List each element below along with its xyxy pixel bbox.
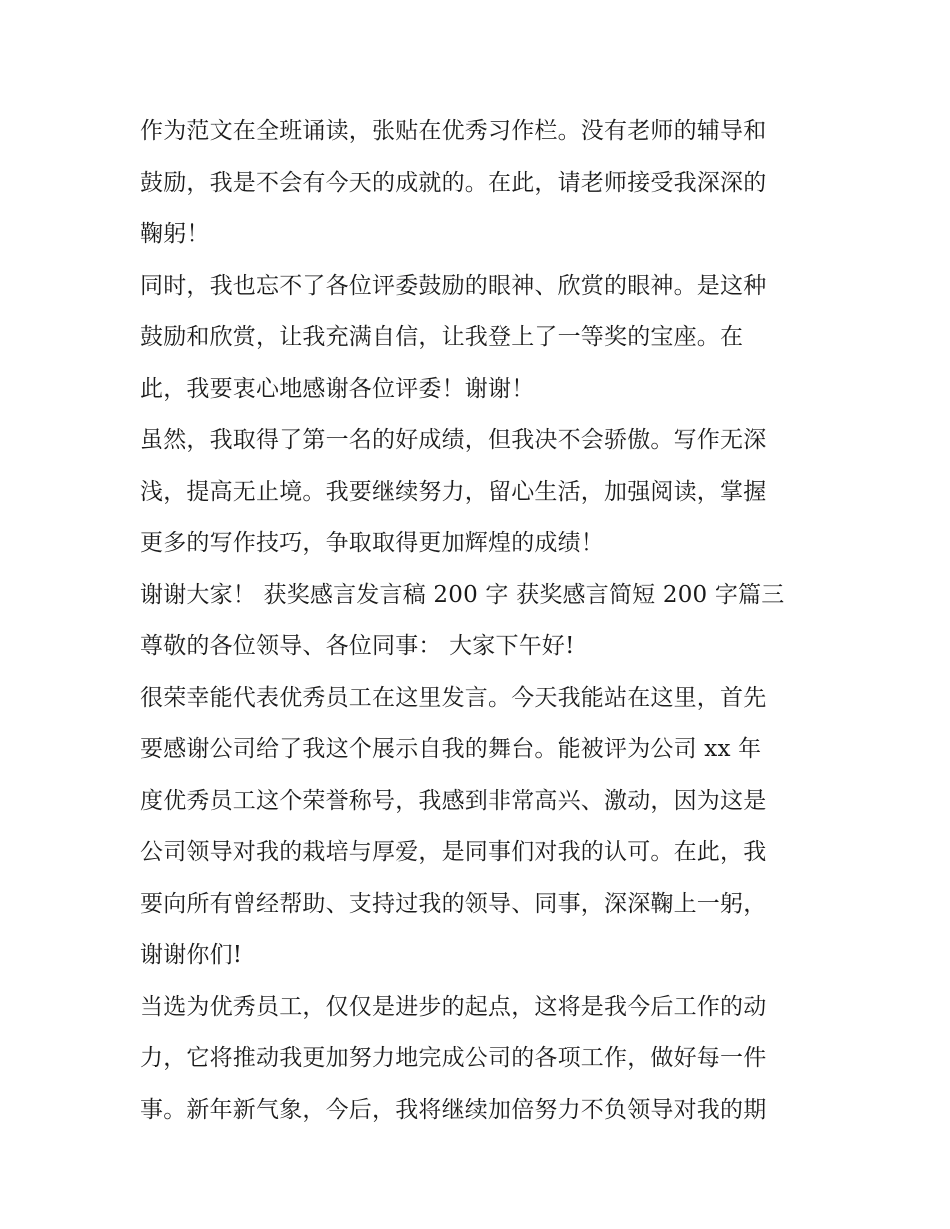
text-line: 要向所有曾经帮助、支持过我的领导、同事，深深鞠上一躬，: [140, 890, 767, 917]
text-line: 鞠躬！: [140, 221, 210, 247]
text-line: 作为范文在全班诵读，张贴在优秀习作栏。没有老师的辅导和: [140, 118, 767, 144]
text-line: 同时，我也忘不了各位评委鼓励的眼神、欣赏的眼神。是这种: [140, 272, 767, 299]
text-line: 很荣幸能代表优秀员工在这里发言。今天我能站在这里，首先: [140, 684, 767, 711]
text-line: 更多的写作技巧，争取取得更加辉煌的成绩！: [140, 530, 604, 556]
text-line: 浅，提高无止境。我要继续努力，留心生活，加强阅读，掌握: [140, 478, 767, 505]
text-line: 虽然，我取得了第一名的好成绩，但我决不会骄傲。写作无深: [140, 427, 767, 453]
text-line: 要感谢公司给了我这个展示自我的舞台。能被评为公司 xx 年: [140, 736, 762, 762]
text-line: 鼓励，我是不会有今天的成就的。在此，请老师接受我深深的: [140, 169, 767, 196]
text-line: 此，我要衷心地感谢各位评委！谢谢！: [140, 375, 535, 402]
text-line: 公司领导对我的栽培与厚爱，是同事们对我的认可。在此，我: [140, 839, 767, 865]
text-line: 谢谢大家！ 获奖感言发言稿 200 字 获奖感言简短 200 字篇三: [140, 581, 785, 608]
text-line: 鼓励和欣赏，让我充满自信，让我登上了一等奖的宝座。在: [140, 324, 744, 350]
text-line: 事。新年新气象，今后，我将继续加倍努力不负领导对我的期: [140, 1096, 767, 1123]
text-line: 谢谢你们!: [140, 942, 243, 968]
text-line: 尊敬的各位领导、各位同事： 大家下午好!: [140, 633, 575, 659]
body-text: [140, 106, 830, 1136]
text-line: 度优秀员工这个荣誉称号，我感到非常高兴、激动，因为这是: [140, 787, 767, 814]
text-line: 力，它将推动我更加努力地完成公司的各项工作，做好每一件: [140, 1045, 767, 1071]
text-line: 当选为优秀员工，仅仅是进步的起点，这将是我今后工作的动: [140, 993, 767, 1020]
